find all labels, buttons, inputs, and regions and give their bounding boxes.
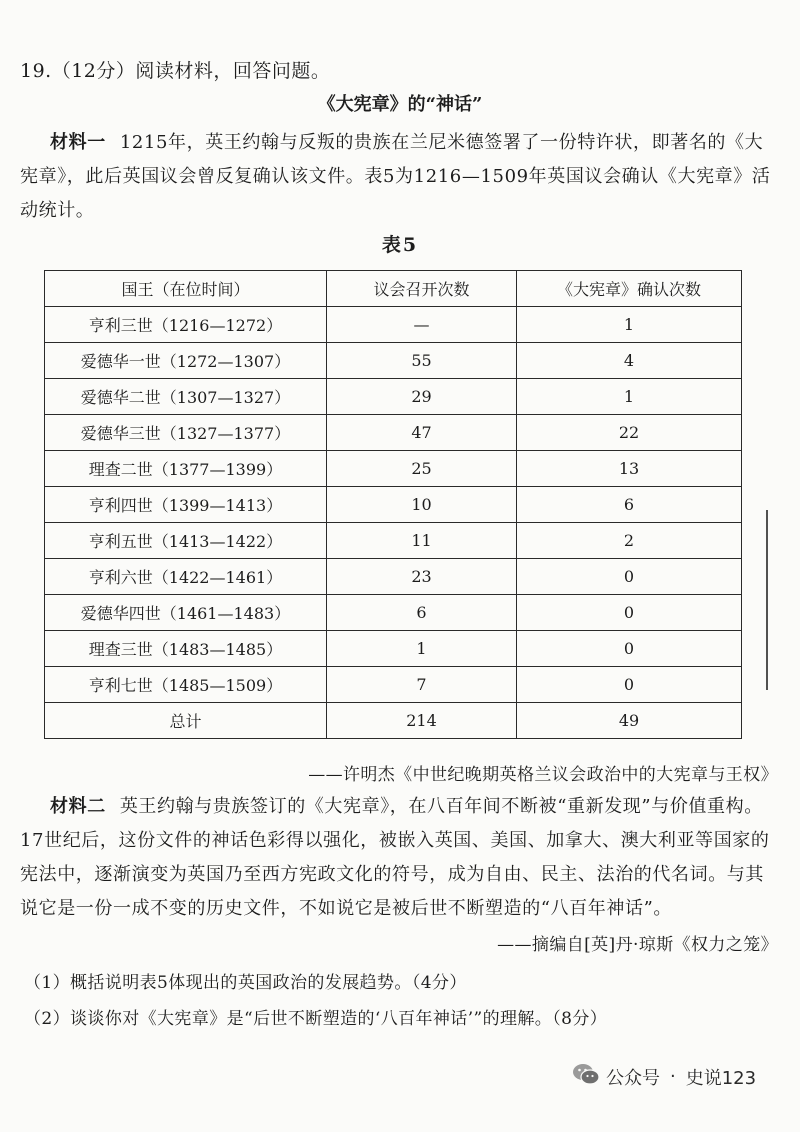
watermark xyxy=(572,1062,756,1091)
cell-king: 理查三世（1483—1485） xyxy=(45,631,327,667)
sub-question-one: （1）概括说明表5体现出的英国政治的发展趋势。（4分） xyxy=(24,973,467,993)
cell-parliament-count: 7 xyxy=(327,667,517,703)
cell-confirm-count: 6 xyxy=(517,487,742,523)
watermark-account-label: 公众号 xyxy=(606,1067,660,1089)
scan-artifact-line xyxy=(766,510,768,690)
cell-parliament-count: 10 xyxy=(327,487,517,523)
table-row xyxy=(45,523,742,559)
header-king: 国王（在位时间） xyxy=(45,271,327,307)
cell-parliament-count: 6 xyxy=(327,595,517,631)
cell-king: 亨利六世（1422—1461） xyxy=(45,559,327,595)
cell-confirm-count: 1 xyxy=(517,307,742,343)
material-one-label: 材料一 xyxy=(50,132,106,153)
statistics-table xyxy=(44,270,742,739)
header-confirm-count: 《大宪章》确认次数 xyxy=(517,271,742,307)
cell-total-parliament: 214 xyxy=(327,703,517,739)
cell-confirm-count: 2 xyxy=(517,523,742,559)
table-row xyxy=(45,379,742,415)
material-two-label: 材料二 xyxy=(50,796,106,817)
question-header: 19.（12分）阅读材料，回答问题。 xyxy=(20,60,331,82)
sub-question-two: （2）谈谈你对《大宪章》是“后世不断塑造的‘八百年神话’”的理解。（8分） xyxy=(24,1009,608,1029)
cell-king: 理查二世（1377—1399） xyxy=(45,451,327,487)
table-row xyxy=(45,631,742,667)
cell-king: 爱德华四世（1461—1483） xyxy=(45,595,327,631)
cell-confirm-count: 22 xyxy=(517,415,742,451)
cell-king: 爱德华二世（1307—1327） xyxy=(45,379,327,415)
table-row xyxy=(45,451,742,487)
cell-parliament-count: 11 xyxy=(327,523,517,559)
cell-parliament-count: — xyxy=(327,307,517,343)
cell-confirm-count: 1 xyxy=(517,379,742,415)
wechat-icon xyxy=(572,1062,600,1091)
table-row xyxy=(45,595,742,631)
cell-king: 亨利四世（1399—1413） xyxy=(45,487,327,523)
cell-confirm-count: 0 xyxy=(517,631,742,667)
cell-parliament-count: 55 xyxy=(327,343,517,379)
table-row xyxy=(45,559,742,595)
table-header-row xyxy=(45,271,742,307)
material-two-text: 英王约翰与贵族签订的《大宪章》，在八百年间不断被“重新发现”与价值重构。17世纪后，这份文件的神话色彩得以强化，被嵌入英国、美国、加拿大、澳大利亚等国家的宪法中，逐渐演变为英国乃至西方宪政文化的符号，成为自由、民主、法治的代名词。与其说它是一份一成不变的历史文件，不如说它是被后世不断塑造的“八百年神话”。 xyxy=(20,796,770,919)
cell-confirm-count: 0 xyxy=(517,595,742,631)
cell-parliament-count: 23 xyxy=(327,559,517,595)
cell-confirm-count: 0 xyxy=(517,559,742,595)
material-one-text: 1215年，英王约翰与反叛的贵族在兰尼米德签署了一份特许状，即著名的《大宪章》，此后英国议会曾反复确认该文件。表5为1216—1509年英国议会确认《大宪章》活动统计。 xyxy=(20,132,771,221)
cell-total-confirm: 49 xyxy=(517,703,742,739)
table-row xyxy=(45,487,742,523)
material-two xyxy=(20,790,780,926)
cell-king: 爱德华三世（1327—1377） xyxy=(45,415,327,451)
cell-parliament-count: 29 xyxy=(327,379,517,415)
watermark-account-name: 史说123 xyxy=(685,1067,757,1089)
cell-total-label: 总计 xyxy=(45,703,327,739)
table-row xyxy=(45,667,742,703)
cell-king: 亨利七世（1485—1509） xyxy=(45,667,327,703)
table-row xyxy=(45,343,742,379)
cell-parliament-count: 47 xyxy=(327,415,517,451)
table-row xyxy=(45,307,742,343)
cell-confirm-count: 4 xyxy=(517,343,742,379)
material-title: 《大宪章》的“神话” xyxy=(317,94,483,115)
cell-king: 亨利三世（1216—1272） xyxy=(45,307,327,343)
material-one xyxy=(20,126,780,228)
cell-king: 亨利五世（1413—1422） xyxy=(45,523,327,559)
cell-parliament-count: 25 xyxy=(327,451,517,487)
source-citation-one: ——许明杰《中世纪晚期英格兰议会政治中的大宪章与王权》 xyxy=(308,765,778,785)
cell-confirm-count: 13 xyxy=(517,451,742,487)
cell-king: 爱德华一世（1272—1307） xyxy=(45,343,327,379)
source-citation-two: ——摘编自[英]丹·琼斯《权力之笼》 xyxy=(497,935,778,955)
table-title: 表5 xyxy=(381,234,419,256)
watermark-separator: · xyxy=(670,1066,676,1087)
table-row xyxy=(45,415,742,451)
cell-parliament-count: 1 xyxy=(327,631,517,667)
header-parliament-count: 议会召开次数 xyxy=(327,271,517,307)
table-total-row xyxy=(45,703,742,739)
cell-confirm-count: 0 xyxy=(517,667,742,703)
